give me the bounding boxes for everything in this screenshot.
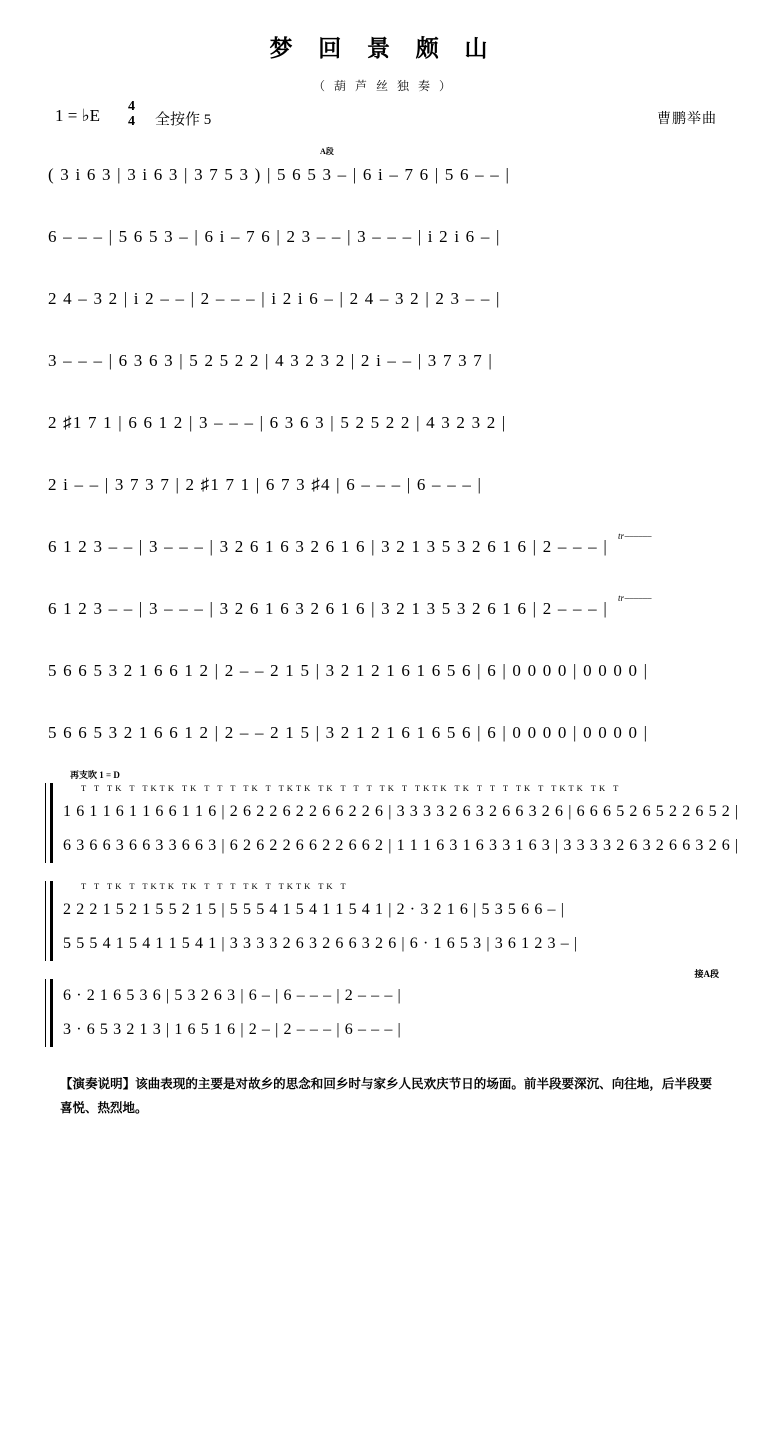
music-line xyxy=(48,514,723,576)
duet-section xyxy=(0,768,767,1047)
page-title: 梦 回 景 颇 山 xyxy=(269,36,498,61)
music-line xyxy=(48,700,723,762)
music-line xyxy=(48,576,723,638)
duet-lower-voice: 3 · 6 5 3 2 1 3 | 1 6 5 1 6 | 2 – | 2 – – – | 6 – – – | xyxy=(63,1021,402,1038)
music-line-notes: 2 4 – 3 2 | i 2 – – | 2 – – – | i 2 i 6 – | 2 4 – 3 2 | 2 3 – – | xyxy=(48,289,501,308)
fingering-instruction: 全按作 5 xyxy=(155,112,212,128)
return-to-section-a-label: 接A段 xyxy=(694,969,719,979)
time-signature xyxy=(128,100,135,129)
performance-note-label: 【演奏说明】 xyxy=(60,1077,136,1091)
duet-upper-voice: 2 2 2 1 5 2 1 5 5 2 1 5 | 5 5 5 4 1 5 4 1 1 5 4 1 | 2 · 3 2 1 6 | 5 3 5 6 6 – | xyxy=(63,901,565,918)
music-line xyxy=(48,204,723,266)
music-line-notes: 2 ♯1 7 1 | 6 6 1 2 | 3 – – – | 6 3 6 3 | 5 2 5 2 2 | 4 3 2 3 2 | xyxy=(48,413,507,432)
repeat-instruction: 再支吹 1 = D xyxy=(70,770,120,780)
music-line xyxy=(48,142,723,204)
music-line-notes: 6 1 2 3 – – | 3 – – – | 3 2 6 1 6 3 2 6 1 6 | 3 2 1 3 5 3 2 6 1 6 | 2 – – – | xyxy=(48,599,608,618)
tonguing-marks: T T TK T TKTK TK T T T TK T TKTK TK T T T TK T TKTK TK T T T TK T TKTK TK T xyxy=(81,783,622,793)
time-signature-numerator: 4 xyxy=(128,99,135,114)
key-signature: 1 = ♭E xyxy=(55,106,100,125)
music-line-notes: 6 – – – | 5 6 5 3 – | 6 i – 7 6 | 2 3 – – | 3 – – – | i 2 i 6 – | xyxy=(48,227,501,246)
music-line xyxy=(48,266,723,328)
music-line xyxy=(48,452,723,514)
music-line xyxy=(48,328,723,390)
tonguing-marks: T T TK T TKTK TK T T T TK T TKTK TK T xyxy=(81,881,349,891)
composer-credit: 曹鹏举曲 xyxy=(657,112,717,127)
music-line-notes: ( 3 i 6 3 | 3 i 6 3 | 3 7 5 3 ) | 5 6 5 3 – | 6 i – 7 6 | 5 6 – – | xyxy=(48,165,511,184)
music-line-notes: 5 6 6 5 3 2 1 6 6 1 2 | 2 – – 2 1 5 | 3 2 1 2 1 6 1 6 5 6 | 6 | 0 0 0 0 | 0 0 0 0 | xyxy=(48,661,649,680)
music-line xyxy=(48,638,723,700)
music-line-notes: 5 6 6 5 3 2 1 6 6 1 2 | 2 – – 2 1 5 | 3 2 1 2 1 6 1 6 5 6 | 6 | 0 0 0 0 | 0 0 0 0 | xyxy=(48,723,649,742)
trill-marking: tr⎯⎯⎯⎯⎯⎯ xyxy=(618,531,652,541)
performance-note-text: 该曲表现的主要是对故乡的思念和回乡时与家乡人民欢庆节日的场面。前半段要深沉、向往地，后半段要喜悦、热烈地。 xyxy=(60,1077,712,1115)
music-line-notes: 3 – – – | 6 3 6 3 | 5 2 5 2 2 | 4 3 2 3 2 | 2 i – – | 3 7 3 7 | xyxy=(48,351,493,370)
music-line xyxy=(48,390,723,452)
duet-system xyxy=(50,881,723,961)
sheet-music-page xyxy=(0,30,767,1432)
music-line-notes: 6 1 2 3 – – | 3 – – – | 3 2 6 1 6 3 2 6 1 6 | 3 2 1 3 5 3 2 6 1 6 | 2 – – – | xyxy=(48,537,608,556)
performance-note xyxy=(0,1073,767,1121)
instrument-subtitle: （ 葫 芦 丝 独 奏 ） xyxy=(312,79,454,93)
duet-lower-voice: 6 3 6 6 3 6 6 3 3 6 6 3 | 6 2 6 2 2 6 6 2 2 6 6 2 | 1 1 1 6 3 1 6 3 3 1 6 3 | 3 3 3 3 2 6 3 2 6 6 3 2 6 | xyxy=(63,837,739,854)
duet-lower-voice: 5 5 5 4 1 5 4 1 1 5 4 1 | 3 3 3 3 2 6 3 2 6 6 3 2 6 | 6 · 1 6 5 3 | 3 6 1 2 3 – | xyxy=(63,935,578,952)
score-header xyxy=(0,100,767,138)
main-staff-area xyxy=(0,142,767,762)
duet-upper-voice: 6 · 2 1 6 5 3 6 | 5 3 2 6 3 | 6 – | 6 – – – | 2 – – – | xyxy=(63,987,402,1004)
system-gap xyxy=(48,961,723,979)
system-gap xyxy=(48,863,723,881)
trill-marking: tr⎯⎯⎯⎯⎯⎯ xyxy=(618,593,652,603)
duet-upper-voice: 1 6 1 1 6 1 1 6 6 1 1 6 | 2 6 2 2 6 2 2 6 6 2 2 6 | 3 3 3 3 2 6 3 2 6 6 3 2 6 | 6 6 6 5 2 6 5 2 2 6 5 2 | xyxy=(63,803,739,820)
section-a-label: A段 xyxy=(320,147,334,156)
duet-system xyxy=(50,969,723,1047)
time-signature-denominator: 4 xyxy=(128,113,135,129)
music-line-notes: 2 i – – | 3 7 3 7 | 2 ♯1 7 1 | 6 7 3 ♯4 | 6 – – – | 6 – – – | xyxy=(48,475,483,494)
duet-system xyxy=(50,783,739,863)
